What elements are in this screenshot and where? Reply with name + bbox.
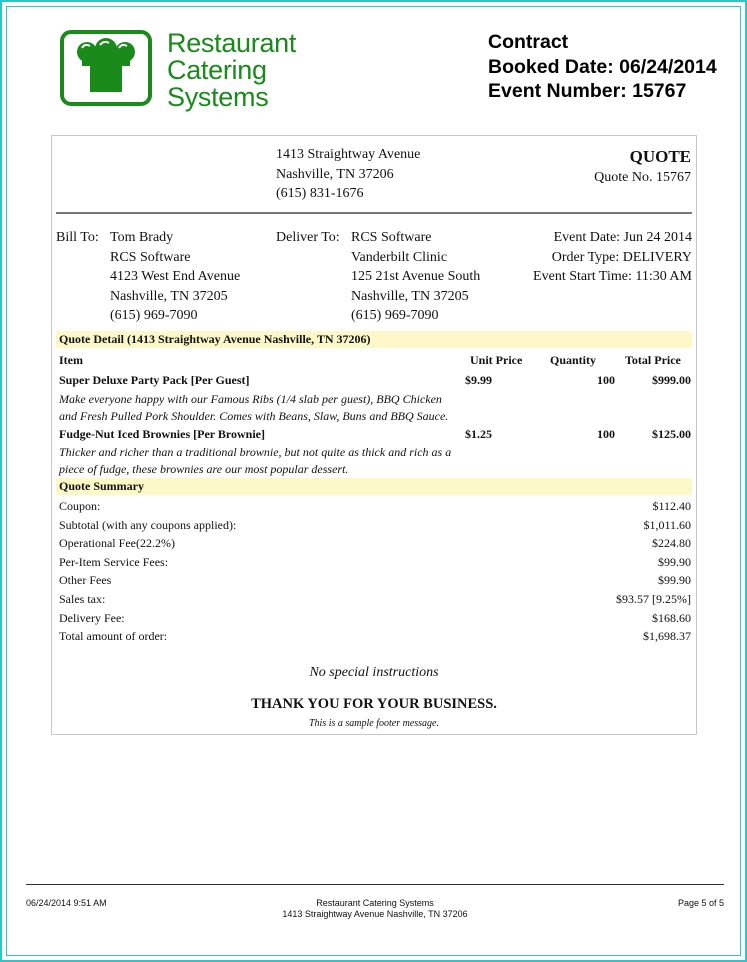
summary-label: Total amount of order: <box>59 629 168 644</box>
item-description-line: piece of fudge, these brownies are our most popular dessert. <box>59 462 349 476</box>
item-description-line: Thicker and richer than a traditional brownie, but not quite as thick and rich as a <box>59 445 452 459</box>
event-number: Event Number: 15767 <box>488 80 687 102</box>
footer-page-number: Page 5 of 5 <box>677 898 724 908</box>
thank-you-message: THANK YOU FOR YOUR BUSINESS. <box>251 696 497 712</box>
event-date: Event Date: Jun 24 2014 <box>553 230 692 245</box>
bill-to-city: Nashville, TN 37205 <box>110 288 228 304</box>
item-total: $125.00 <box>652 427 691 441</box>
bill-to-company: RCS Software <box>110 249 191 265</box>
summary-label: Subtotal (with any coupons applied): <box>59 517 237 532</box>
summary-value: $1,011.60 <box>643 517 691 532</box>
summary-value: $168.60 <box>652 610 691 625</box>
quote-number: Quote No. 15767 <box>594 170 691 185</box>
bill-to-address <box>110 228 240 326</box>
quote-summary-heading: Quote Summary <box>56 478 692 495</box>
item-description-line: and Fresh Pulled Pork Shoulder. Comes with Beans, Slaw, Buns and BBQ Sauce. <box>59 409 449 423</box>
summary-label: Delivery Fee: <box>59 610 125 625</box>
deliver-to-city: Nashville, TN 37205 <box>351 288 469 304</box>
summary-label: Coupon: <box>59 499 101 513</box>
logo-line-2: Catering <box>167 55 267 85</box>
bill-to-street: 4123 West End Avenue <box>110 269 241 284</box>
company-street: 1413 Straightway Avenue <box>276 147 421 162</box>
bill-to-phone: (615) 969-7090 <box>110 308 198 323</box>
item-description <box>59 391 448 425</box>
header-divider <box>56 212 692 214</box>
deliver-to-phone: (615) 969-7090 <box>351 308 439 323</box>
bill-to-name: Tom Brady <box>110 230 174 245</box>
contract-header <box>488 30 717 104</box>
bill-to-label: Bill To: <box>56 230 99 245</box>
summary-label: Sales tax: <box>59 591 106 606</box>
logo-line-3: Systems <box>167 82 269 112</box>
company-city: Nashville, TN 37206 <box>276 166 394 182</box>
item-unit-price: $1.25 <box>465 427 492 441</box>
quote-title: QUOTE <box>629 147 691 166</box>
event-start-time: Event Start Time: 11:30 AM <box>533 269 692 284</box>
deliver-to-place: Vanderbilt Clinic <box>351 249 448 265</box>
col-total-price: Total Price <box>625 353 681 367</box>
item-description-line: Make everyone happy with our Famous Ribs (1/4 slab per guest), BBQ Chicken <box>59 392 442 406</box>
order-type: Order Type: DELIVERY <box>551 249 692 265</box>
item-total: $999.00 <box>652 373 691 387</box>
event-info <box>533 228 692 287</box>
company-address <box>276 145 420 204</box>
summary-label: Operational Fee(22.2%) <box>59 536 175 551</box>
contract-title: Contract <box>488 31 569 53</box>
col-unit-price: Unit Price <box>470 353 523 367</box>
summary-value: $112.40 <box>652 499 691 513</box>
item-quantity: 100 <box>597 427 615 441</box>
item-name: Fudge-Nut Iced Brownies [Per Brownie] <box>59 427 265 441</box>
footer-divider <box>26 884 724 885</box>
logo-line-1: Restaurant <box>167 28 297 58</box>
footer-message: This is a sample footer message. <box>309 718 439 729</box>
item-description <box>59 444 451 478</box>
quote-detail-heading: Quote Detail (1413 Straightway Avenue Nashville, TN 37206) <box>56 331 692 348</box>
footer-address: 1413 Straightway Avenue Nashville, TN 37206 <box>282 909 468 919</box>
col-quantity: Quantity <box>550 353 597 367</box>
summary-value: $1,698.37 <box>643 629 691 644</box>
company-phone: (615) 831-1676 <box>276 186 364 201</box>
chef-hat-icon <box>60 30 152 106</box>
special-instructions: No special instructions <box>309 665 439 680</box>
summary-label: Other Fees <box>59 573 112 588</box>
summary-value: $93.57 [9.25%] <box>616 591 691 606</box>
deliver-to-label: Deliver To: <box>276 230 340 245</box>
deliver-to-company: RCS Software <box>351 230 432 245</box>
item-unit-price: $9.99 <box>465 373 492 387</box>
summary-value: $99.90 <box>658 554 691 569</box>
booked-date: Booked Date: 06/24/2014 <box>488 55 717 78</box>
item-quantity: 100 <box>597 373 615 387</box>
logo-wordmark <box>167 30 296 111</box>
item-name: Super Deluxe Party Pack [Per Guest] <box>59 373 250 387</box>
summary-value: $99.90 <box>658 573 691 588</box>
deliver-to-address <box>351 228 480 326</box>
summary-label: Per-Item Service Fees: <box>59 554 169 569</box>
footer-company: Restaurant Catering Systems <box>316 898 434 908</box>
deliver-to-street: 125 21st Avenue South <box>351 269 481 284</box>
summary-values <box>616 497 691 646</box>
col-item: Item <box>59 353 83 367</box>
footer-company-block <box>26 898 724 920</box>
summary-value: $224.80 <box>652 536 691 551</box>
footer-timestamp: 06/24/2014 9:51 AM <box>26 898 107 908</box>
summary-labels <box>59 497 236 646</box>
